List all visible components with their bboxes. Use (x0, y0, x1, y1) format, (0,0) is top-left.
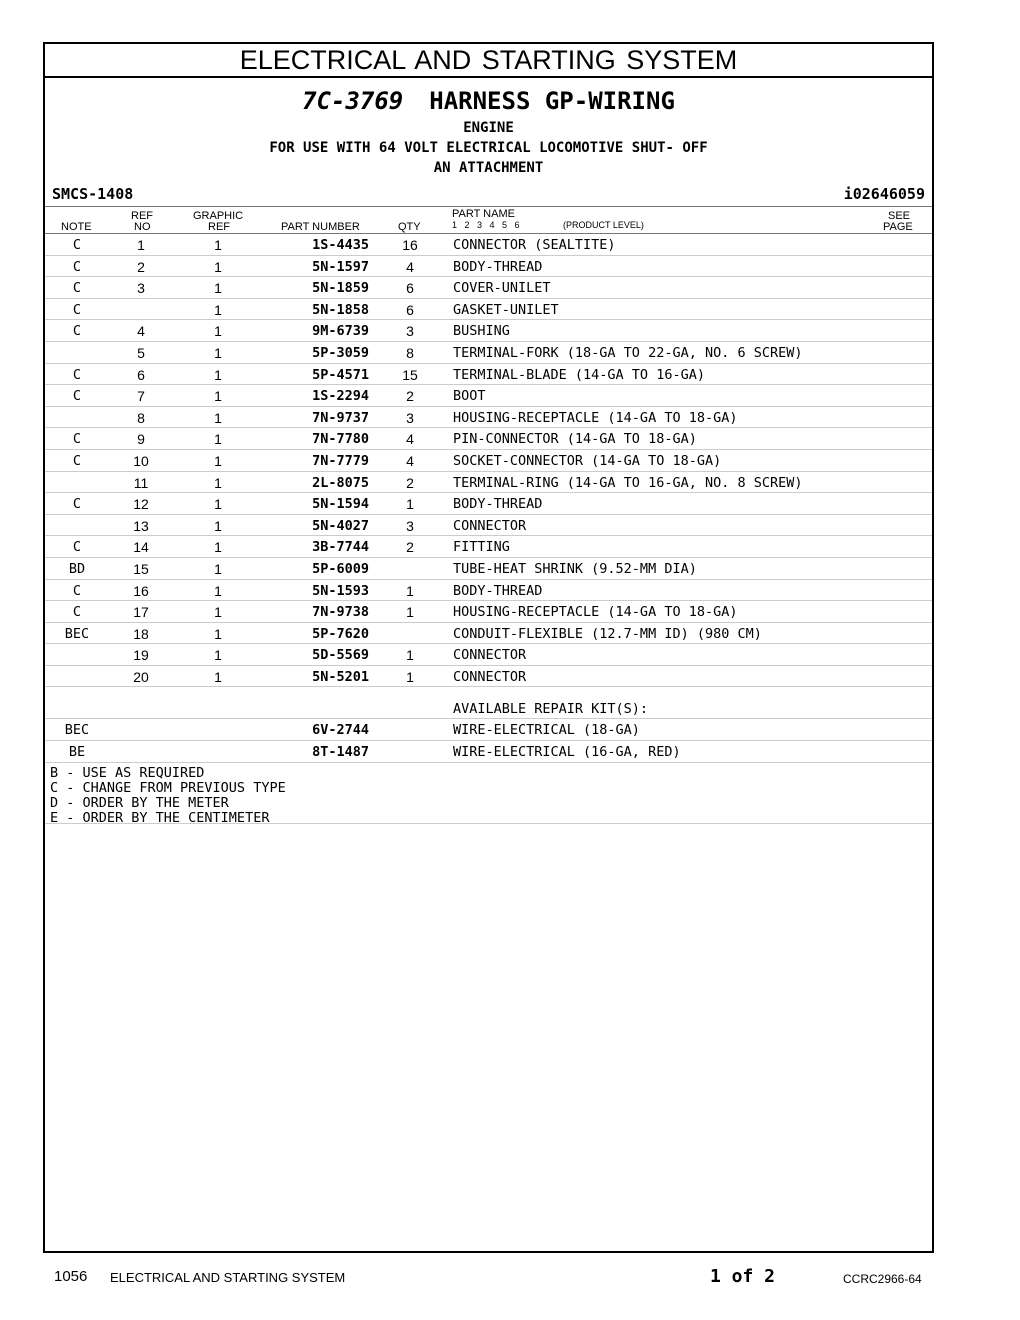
footer-page-number: 1056 (54, 1268, 88, 1285)
graphic-ref-cell: 1 (214, 474, 222, 491)
part-number-cell: 1S-2294 (312, 388, 369, 405)
group-subtitle-2: FOR USE WITH 64 VOLT ELECTRICAL LOCOMOTIVE SHUT- OFF (269, 140, 708, 156)
qty-cell: 16 (402, 237, 418, 253)
illustration-id: i02646059 (843, 185, 925, 203)
note-c: C - CHANGE FROM PREVIOUS TYPE (50, 779, 286, 796)
part-name-cell: TERMINAL-RING (14-GA TO 16-GA, NO. 8 SCREW) (453, 474, 803, 491)
graphic-ref-cell: 1 (214, 431, 222, 448)
table-row (45, 407, 932, 429)
part-name-cell: SOCKET-CONNECTOR (14-GA TO 18-GA) (453, 452, 722, 469)
col-part-number: PART NUMBER (281, 221, 360, 233)
group-subtitle-3: AN ATTACHMENT (433, 160, 544, 176)
qty-cell: 2 (406, 474, 414, 491)
part-name-cell: COVER-UNILET (453, 280, 551, 297)
qty-cell: 1 (406, 647, 414, 664)
ref-no-cell: 15 (133, 560, 149, 577)
graphic-ref-cell: 1 (214, 258, 222, 275)
note-cell: C (72, 301, 82, 318)
part-name-cell: FITTING (453, 539, 510, 556)
part-number-cell: 5D-5569 (312, 647, 369, 664)
note-cell: C (72, 431, 82, 448)
note-cell: C (72, 388, 82, 405)
note-b: B - USE AS REQUIRED (50, 764, 205, 781)
graphic-ref-cell: 1 (214, 409, 222, 426)
qty-cell: 3 (406, 323, 414, 340)
part-name-cell: TUBE-HEAT SHRINK (9.52-MM DIA) (453, 560, 697, 577)
part-name-cell: CONNECTOR (453, 517, 527, 534)
part-name-cell: PIN-CONNECTOR (14-GA TO 18-GA) (453, 431, 697, 448)
part-name-cell: BUSHING (453, 323, 510, 340)
system-title: ELECTRICAL AND STARTING SYSTEM (45, 44, 932, 78)
notes-legend (45, 763, 932, 824)
page-frame (43, 42, 934, 1253)
ref-no-cell: 9 (137, 431, 145, 448)
table-row (45, 580, 932, 602)
col-see-bottom: PAGE (883, 221, 913, 233)
graphic-ref-cell: 1 (214, 280, 222, 297)
part-number-cell: 8T-1487 (312, 744, 369, 761)
qty-cell: 8 (406, 344, 414, 361)
part-name-cell: WIRE-ELECTRICAL (18-GA) (453, 722, 640, 739)
qty-cell: 1 (406, 496, 414, 513)
note-cell: C (72, 237, 82, 253)
note-cell: C (72, 258, 82, 275)
part-number-cell: 5P-4571 (312, 366, 369, 383)
note-d: D - ORDER BY THE METER (50, 794, 229, 811)
graphic-ref-cell: 1 (214, 301, 222, 318)
graphic-ref-cell: 1 (214, 647, 222, 664)
graphic-ref-cell: 1 (214, 604, 222, 621)
table-row (45, 623, 932, 645)
qty-cell: 4 (406, 258, 414, 275)
group-title (45, 84, 932, 118)
table-row (45, 342, 932, 364)
part-number-cell: 2L-8075 (312, 474, 369, 491)
kit-title-row (45, 687, 932, 719)
part-number-cell: 5N-4027 (312, 517, 369, 534)
col-ref-top: REF (131, 210, 153, 222)
part-number-cell: 5P-3059 (312, 344, 369, 361)
qty-cell: 3 (406, 517, 414, 534)
ref-no-cell: 7 (137, 388, 145, 405)
table-row (45, 320, 932, 342)
graphic-ref-cell: 1 (214, 625, 222, 642)
ref-no-cell: 19 (133, 647, 149, 664)
table-row (45, 515, 932, 537)
graphic-ref-cell: 1 (214, 366, 222, 383)
graphic-ref-cell: 1 (214, 496, 222, 513)
table-row (45, 277, 932, 299)
part-name-cell: CONDUIT-FLEXIBLE (12.7-MM ID) (980 CM) (453, 625, 762, 642)
part-number-cell: 5N-5201 (312, 668, 369, 685)
ref-no-cell: 8 (137, 409, 145, 426)
table-row (45, 558, 932, 580)
note-cell: C (72, 366, 82, 383)
parts-list (45, 234, 932, 824)
ref-no-cell: 5 (137, 344, 145, 361)
table-row (45, 428, 932, 450)
col-gref-bottom: REF (208, 221, 230, 233)
part-name-cell: CONNECTOR (453, 668, 527, 685)
part-number-cell: 5P-6009 (312, 560, 369, 577)
ref-no-cell: 18 (133, 625, 149, 642)
part-number-cell: 5N-1859 (312, 280, 369, 297)
part-number-cell: 6V-2744 (312, 722, 369, 739)
table-row (45, 536, 932, 558)
part-number-cell: 5N-1597 (312, 258, 369, 275)
graphic-ref-cell: 1 (214, 582, 222, 599)
note-cell: C (72, 496, 82, 513)
part-number-cell: 7N-7780 (312, 431, 369, 448)
ref-no-cell: 17 (133, 604, 149, 621)
note-cell: C (72, 452, 82, 469)
table-row (45, 666, 932, 688)
footer-page-of: 1 of 2 (710, 1266, 776, 1287)
note-cell: BEC (64, 625, 90, 642)
graphic-ref-cell: 1 (214, 237, 222, 253)
column-header (45, 206, 932, 234)
part-name-cell: CONNECTOR (453, 647, 527, 664)
qty-cell: 1 (406, 604, 414, 621)
col-ref-bottom: NO (134, 221, 151, 233)
part-name-cell: HOUSING-RECEPTACLE (14-GA TO 18-GA) (453, 604, 738, 621)
ref-no-cell: 6 (137, 366, 145, 383)
table-row (45, 234, 932, 256)
part-name-cell: HOUSING-RECEPTACLE (14-GA TO 18-GA) (453, 409, 738, 426)
table-row (45, 472, 932, 494)
part-number-cell: 1S-4435 (312, 237, 369, 253)
group-header (45, 84, 932, 178)
part-name-cell: BODY-THREAD (453, 496, 543, 513)
table-row (45, 719, 932, 741)
qty-cell: 4 (406, 452, 414, 469)
kit-title: AVAILABLE REPAIR KIT(S): (453, 701, 649, 718)
part-name-cell: CONNECTOR (SEALTITE) (453, 237, 616, 253)
qty-cell: 2 (406, 388, 414, 405)
footer-code: CCRC2966-64 (843, 1272, 922, 1286)
part-number-cell: 7N-7779 (312, 452, 369, 469)
graphic-ref-cell: 1 (214, 388, 222, 405)
table-row (45, 644, 932, 666)
table-row (45, 450, 932, 472)
graphic-ref-cell: 1 (214, 452, 222, 469)
graphic-ref-cell: 1 (214, 323, 222, 340)
part-number-cell: 5N-1594 (312, 496, 369, 513)
part-name-cell: BODY-THREAD (453, 582, 543, 599)
footer-system: ELECTRICAL AND STARTING SYSTEM (110, 1270, 346, 1285)
ref-no-cell: 12 (133, 496, 149, 513)
note-cell: C (72, 280, 82, 297)
smcs-code: SMCS-1408 (52, 185, 134, 203)
table-row (45, 601, 932, 623)
ref-no-cell: 13 (133, 517, 149, 534)
col-gref-top: GRAPHIC (193, 210, 244, 222)
note-cell: C (72, 604, 82, 621)
ref-no-cell: 11 (133, 474, 149, 491)
graphic-ref-cell: 1 (214, 517, 222, 534)
col-levels: 1 2 3 4 5 6 (452, 220, 520, 230)
part-name-cell: BODY-THREAD (453, 258, 543, 275)
qty-cell: 4 (406, 431, 414, 448)
part-number-cell: 5N-1858 (312, 301, 369, 318)
qty-cell: 3 (406, 409, 414, 426)
group-subtitle-1: ENGINE (463, 120, 514, 136)
graphic-ref-cell: 1 (214, 344, 222, 361)
graphic-ref-cell: 1 (214, 539, 222, 556)
note-cell: BEC (64, 722, 90, 739)
part-number-cell: 3B-7744 (312, 539, 369, 556)
table-row (45, 741, 932, 763)
qty-cell: 1 (406, 582, 414, 599)
ref-no-cell: 2 (137, 258, 145, 275)
col-part-name: PART NAME (452, 208, 515, 220)
note-cell: C (72, 323, 82, 340)
graphic-ref-cell: 1 (214, 560, 222, 577)
group-name: HARNESS GP-WIRING (429, 87, 675, 115)
qty-cell: 6 (406, 301, 414, 318)
note-cell: BE (68, 744, 86, 761)
ref-no-cell: 4 (137, 323, 145, 340)
part-name-cell: TERMINAL-FORK (18-GA TO 22-GA, NO. 6 SCREW) (453, 344, 803, 361)
qty-cell: 6 (406, 280, 414, 297)
col-product-level: (PRODUCT LEVEL) (563, 220, 644, 230)
note-cell: BD (68, 560, 86, 577)
col-note: NOTE (61, 221, 92, 233)
table-row (45, 364, 932, 386)
part-number-cell: 5P-7620 (312, 625, 369, 642)
table-row (45, 493, 932, 515)
ref-no-cell: 20 (133, 668, 149, 685)
part-number-cell: 7N-9738 (312, 604, 369, 621)
table-row (45, 385, 932, 407)
ref-no-cell: 14 (133, 539, 149, 556)
part-name-cell: TERMINAL-BLADE (14-GA TO 16-GA) (453, 366, 705, 383)
part-number-cell: 5N-1593 (312, 582, 369, 599)
note-e: E - ORDER BY THE CENTIMETER (50, 809, 270, 826)
col-see-top: SEE (888, 210, 911, 222)
qty-cell: 2 (406, 539, 414, 556)
ref-no-cell: 10 (133, 452, 149, 469)
ref-no-cell: 1 (137, 237, 145, 253)
note-cell: C (72, 539, 82, 556)
ref-no-cell: 16 (133, 582, 149, 599)
table-row (45, 256, 932, 278)
qty-cell: 1 (406, 668, 414, 685)
part-number-cell: 7N-9737 (312, 409, 369, 426)
ref-no-cell: 3 (137, 280, 145, 297)
part-name-cell: WIRE-ELECTRICAL (16-GA, RED) (453, 744, 681, 761)
qty-cell: 15 (402, 366, 418, 383)
part-name-cell: GASKET-UNILET (453, 301, 559, 318)
part-number-cell: 9M-6739 (312, 323, 369, 340)
note-cell: C (72, 582, 82, 599)
table-row (45, 299, 932, 321)
col-qty: QTY (398, 221, 421, 233)
graphic-ref-cell: 1 (214, 668, 222, 685)
group-part-number: 7C-3769 (302, 87, 404, 115)
part-name-cell: BOOT (453, 388, 486, 405)
